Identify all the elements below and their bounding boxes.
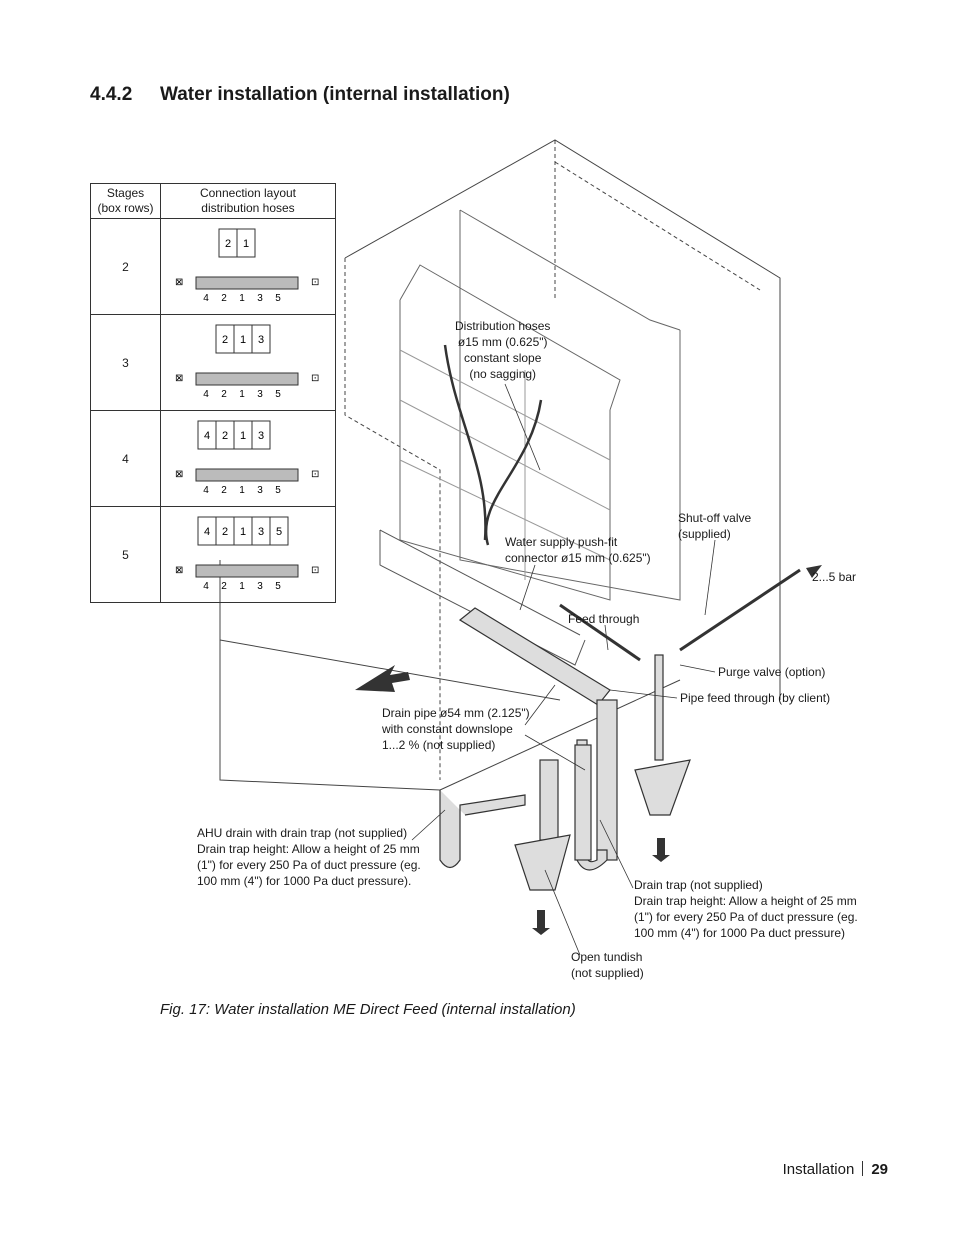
connection-layout-cell	[161, 315, 336, 411]
svg-text:⊠: ⊠	[175, 565, 184, 576]
svg-text:⊡: ⊡	[311, 565, 320, 576]
svg-text:1: 1	[242, 238, 250, 250]
svg-text:2: 2	[221, 485, 227, 496]
svg-text:⊠: ⊠	[175, 277, 184, 288]
svg-text:2: 2	[221, 430, 229, 442]
distribution-hoses-label: Distribution hoses ø15 mm (0.625") constant slope (no sagging)	[455, 319, 551, 381]
svg-text:3: 3	[257, 389, 263, 400]
svg-text:4: 4	[203, 485, 209, 496]
shutoff-valve-label: Shut-off valve (supplied)	[678, 511, 752, 541]
svg-text:1: 1	[239, 485, 245, 496]
svg-text:3: 3	[257, 485, 263, 496]
connection-layout-cell	[161, 411, 336, 507]
table-row	[91, 315, 336, 411]
svg-text:4: 4	[203, 293, 209, 304]
svg-text:1: 1	[239, 526, 247, 538]
section-title: Water installation (internal installation)	[160, 84, 510, 105]
svg-text:4: 4	[203, 389, 209, 400]
connection-diagram	[161, 315, 335, 407]
svg-text:⊠: ⊠	[175, 469, 184, 480]
connection-layout-cell	[161, 507, 336, 603]
stage-value: 2	[91, 219, 161, 315]
figure-caption: Fig. 17: Water installation ME Direct Feed (internal installation)	[160, 1001, 576, 1018]
drain-pipe-label: Drain pipe ø54 mm (2.125") with constant downslope 1...2 % (not supplied)	[382, 706, 530, 752]
svg-text:5: 5	[275, 485, 281, 496]
svg-text:⊡: ⊡	[311, 373, 320, 384]
stage-value: 3	[91, 315, 161, 411]
svg-text:4: 4	[203, 430, 211, 442]
stage-value: 5	[91, 507, 161, 603]
svg-text:⊡: ⊡	[311, 469, 320, 480]
svg-text:⊡: ⊡	[311, 277, 320, 288]
svg-text:1: 1	[239, 334, 247, 346]
water-supply-label: Water supply push-fit connector ø15 mm (0.625")	[505, 535, 651, 565]
svg-text:1: 1	[239, 581, 245, 592]
svg-text:5: 5	[275, 581, 281, 592]
connection-layout-cell	[161, 219, 336, 315]
svg-text:2: 2	[221, 526, 229, 538]
purge-valve-label: Purge valve (option)	[718, 665, 826, 679]
open-tundish-label: Open tundish (not supplied)	[571, 950, 644, 980]
page-footer	[783, 1161, 888, 1178]
svg-text:1: 1	[239, 389, 245, 400]
connection-diagram	[161, 219, 335, 311]
connection-diagram	[161, 411, 335, 503]
table-row	[91, 219, 336, 315]
svg-text:3: 3	[257, 526, 265, 538]
svg-text:2: 2	[221, 334, 229, 346]
pressure-label: 2...5 bar	[812, 570, 857, 584]
table-row	[91, 507, 336, 603]
connection-diagram	[161, 507, 335, 599]
col-header-stages: Stages (box rows)	[91, 184, 161, 219]
svg-text:3: 3	[257, 430, 265, 442]
col-header-layout: Connection layout distribution hoses	[161, 184, 336, 219]
section-number: 4.4.2	[90, 84, 133, 105]
table-row	[91, 411, 336, 507]
svg-text:2: 2	[221, 389, 227, 400]
table-header-row	[91, 184, 336, 219]
svg-text:5: 5	[275, 389, 281, 400]
svg-text:⊠: ⊠	[175, 373, 184, 384]
footer-section: Installation	[782, 1161, 855, 1178]
svg-text:3: 3	[257, 293, 263, 304]
svg-text:3: 3	[257, 334, 265, 346]
svg-text:5: 5	[275, 526, 283, 538]
stages-table	[90, 183, 336, 603]
ahu-drain-label: AHU drain with drain trap (not supplied) Drain trap height: Allow a height of 25 mm (1") for every 250 Pa of duct pressure (eg. 100 mm (4") for 1000 Pa duct pressure).	[197, 826, 421, 888]
svg-text:2: 2	[224, 238, 232, 250]
svg-text:4: 4	[203, 526, 211, 538]
svg-text:1: 1	[239, 430, 247, 442]
stage-value: 4	[91, 411, 161, 507]
feed-through-label: Feed through	[568, 612, 640, 626]
svg-text:5: 5	[275, 293, 281, 304]
footer-divider	[862, 1161, 863, 1176]
svg-text:2: 2	[221, 293, 227, 304]
svg-text:2: 2	[221, 581, 227, 592]
svg-text:4: 4	[203, 581, 209, 592]
page-number: 29	[871, 1161, 888, 1178]
drain-trap-label: Drain trap (not supplied) Drain trap height: Allow a height of 25 mm (1") for every 250 Pa of duct pressure (eg. 100 mm (4") for 1000 Pa duct pressure)	[634, 878, 858, 940]
svg-text:1: 1	[239, 293, 245, 304]
svg-text:3: 3	[257, 581, 263, 592]
pipe-feed-through-label: Pipe feed through (by client)	[680, 691, 831, 705]
